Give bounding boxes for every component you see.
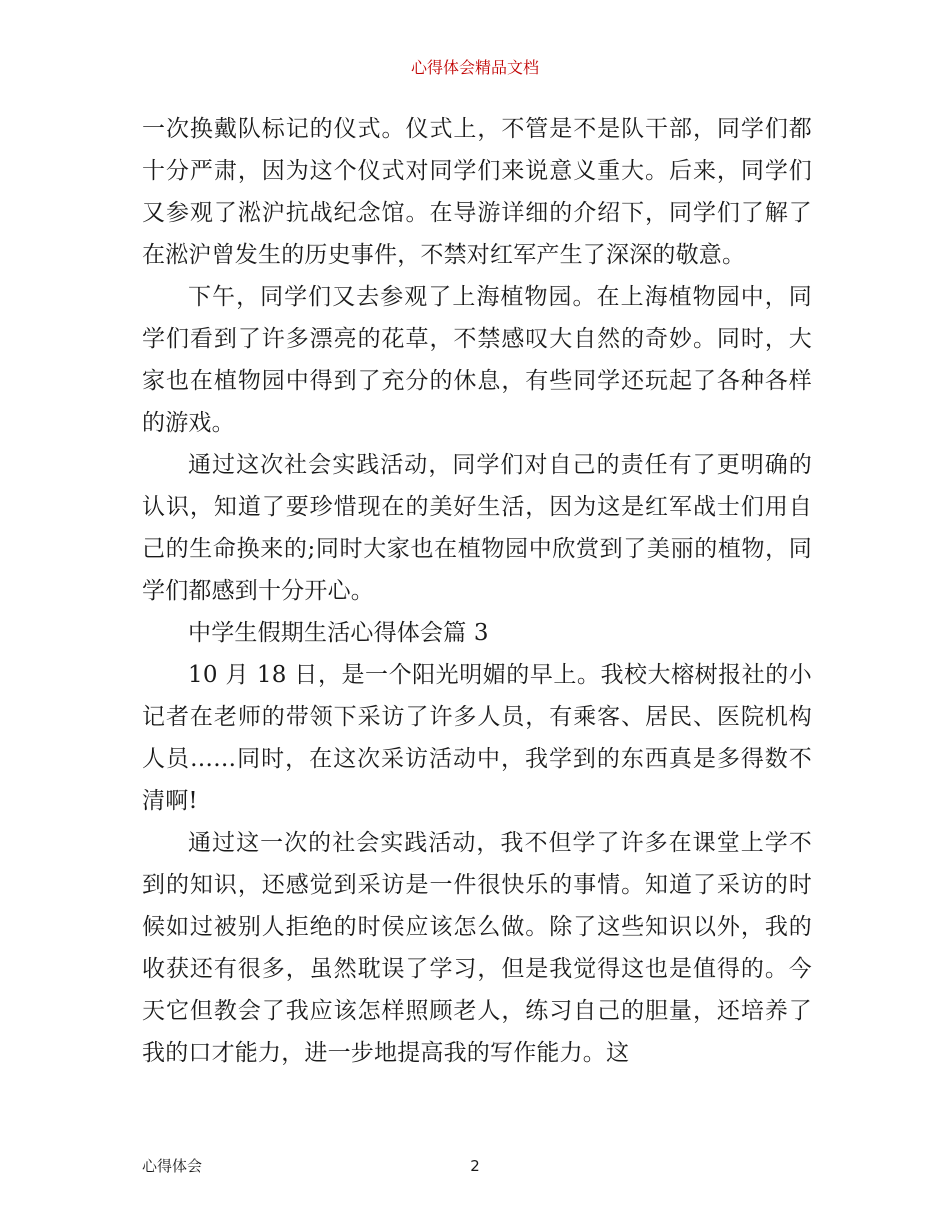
- document-body: [142, 108, 812, 1074]
- section-heading: 中学生假期生活心得体会篇 3: [188, 620, 489, 646]
- paragraph-reflection: 通过这一次的社会实践活动，我不但学了许多在课堂上学不到的知识，还感觉到采访是一件很快乐的事情。知道了采访的时候如过被别人拒绝的时侯应该怎么做。除了这些知识以外，我的收获还有很多，虽然耽误了学习，但是我觉得这也是值得的。今天它但教会了我应该怎样照顾老人，练习自己的胆量，还培养了我的口才能力，进一步地提高我的写作能力。这: [142, 830, 812, 1066]
- paragraph-interview: 10 月 18 日，是一个阳光明媚的早上。我校大榕树报社的小记者在老师的带领下采访了许多人员，有乘客、居民、医院机构人员……同时，在这次采访活动中，我学到的东西真是多得数不清啊!: [142, 662, 812, 814]
- paragraph-practice-summary: 通过这次社会实践活动，同学们对自己的责任有了更明确的认识，知道了要珍惜现在的美好生活，因为这是红军战士们用自己的生命换来的;同时大家也在植物园中欣赏到了美丽的植物，同学们都感到十分开心。: [142, 452, 812, 604]
- page-header-title: 心得体会精品文档: [410, 58, 539, 77]
- paragraph-continuation: 一次换戴队标记的仪式。仪式上，不管是不是队干部，同学们都十分严肃，因为这个仪式对同学们来说意义重大。后来，同学们又参观了淞沪抗战纪念馆。在导游详细的介绍下，同学们了解了在淞沪曾发生的历史事件，不禁对红军产生了深深的敬意。: [142, 116, 812, 268]
- footer-label: 心得体会: [142, 1157, 203, 1175]
- page-number: 2: [470, 1157, 480, 1175]
- paragraph-botanical-garden: 下午，同学们又去参观了上海植物园。在上海植物园中，同学们看到了许多漂亮的花草，不禁感叹大自然的奇妙。同时，大家也在植物园中得到了充分的休息，有些同学还玩起了各种各样的游戏。: [142, 284, 812, 436]
